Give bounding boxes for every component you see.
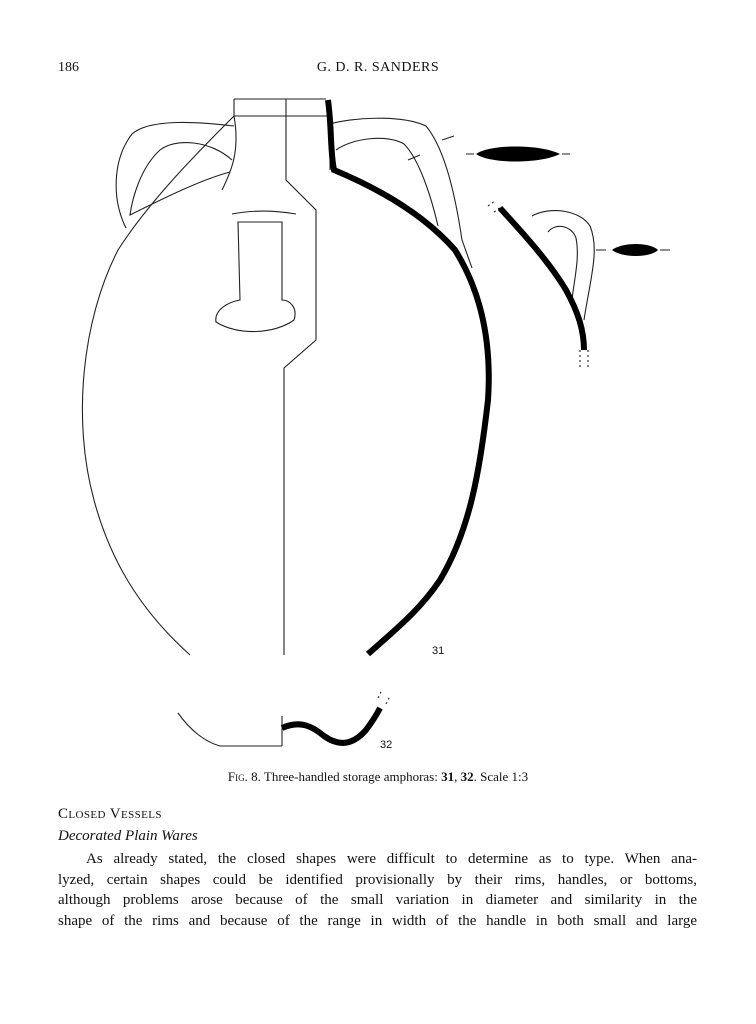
caption-text-1: Three-handled storage amphoras: [260,769,442,784]
amphora-left-handle-inner [130,143,232,215]
amphora-left-handle-outer [116,122,234,228]
paragraph-line: although problems arose because of the small variation in diameter and similarity in the [58,892,697,908]
base-32-section [282,708,380,743]
fragment-break-marks [488,200,588,370]
running-head: G. D. R. SANDERS [316,60,440,75]
figure-caption [0,769,756,785]
amphora-31-section [328,100,489,654]
caption-text-2: . Scale 1:3 [473,769,529,784]
paragraph-line: lyzed, certain shapes could be identified provisionally by their rims, handles, or bottoms, [58,871,697,888]
amphora-31-drawing [82,99,570,655]
amphora-body-left [82,116,234,655]
base-32-outline [178,713,282,746]
amphora-rim [234,99,330,116]
body-paragraph [58,849,697,931]
page-number: 186 [58,60,79,75]
caption-prefix: Fig. 8. [227,769,261,784]
amphora-31-handle-section [476,147,560,162]
paragraph-line: As already stated, the closed shapes were difficult to determine as to type. When ana- [86,851,697,867]
label-32: 32 [380,739,393,751]
base-32-break-marks [378,690,390,704]
amphora-neck-left [222,116,236,190]
amphora-centre-line [284,116,316,655]
caption-bold-2: 32 [460,769,474,784]
amphora-right-handle-inner [336,138,438,226]
paragraph-line: shape of the rims and because of the range in width of the handle in both small and large [58,912,697,929]
fragment-handle-section [612,244,658,256]
label-31: 31 [432,645,445,657]
caption-bold-1: 31 [441,769,455,784]
caption-sep: , [454,769,461,784]
fragment-wall-section [500,208,584,350]
amphora-front-handle [216,211,296,332]
section-heading: Closed Vessels [58,806,162,822]
subsection-heading: Decorated Plain Wares [58,828,198,844]
